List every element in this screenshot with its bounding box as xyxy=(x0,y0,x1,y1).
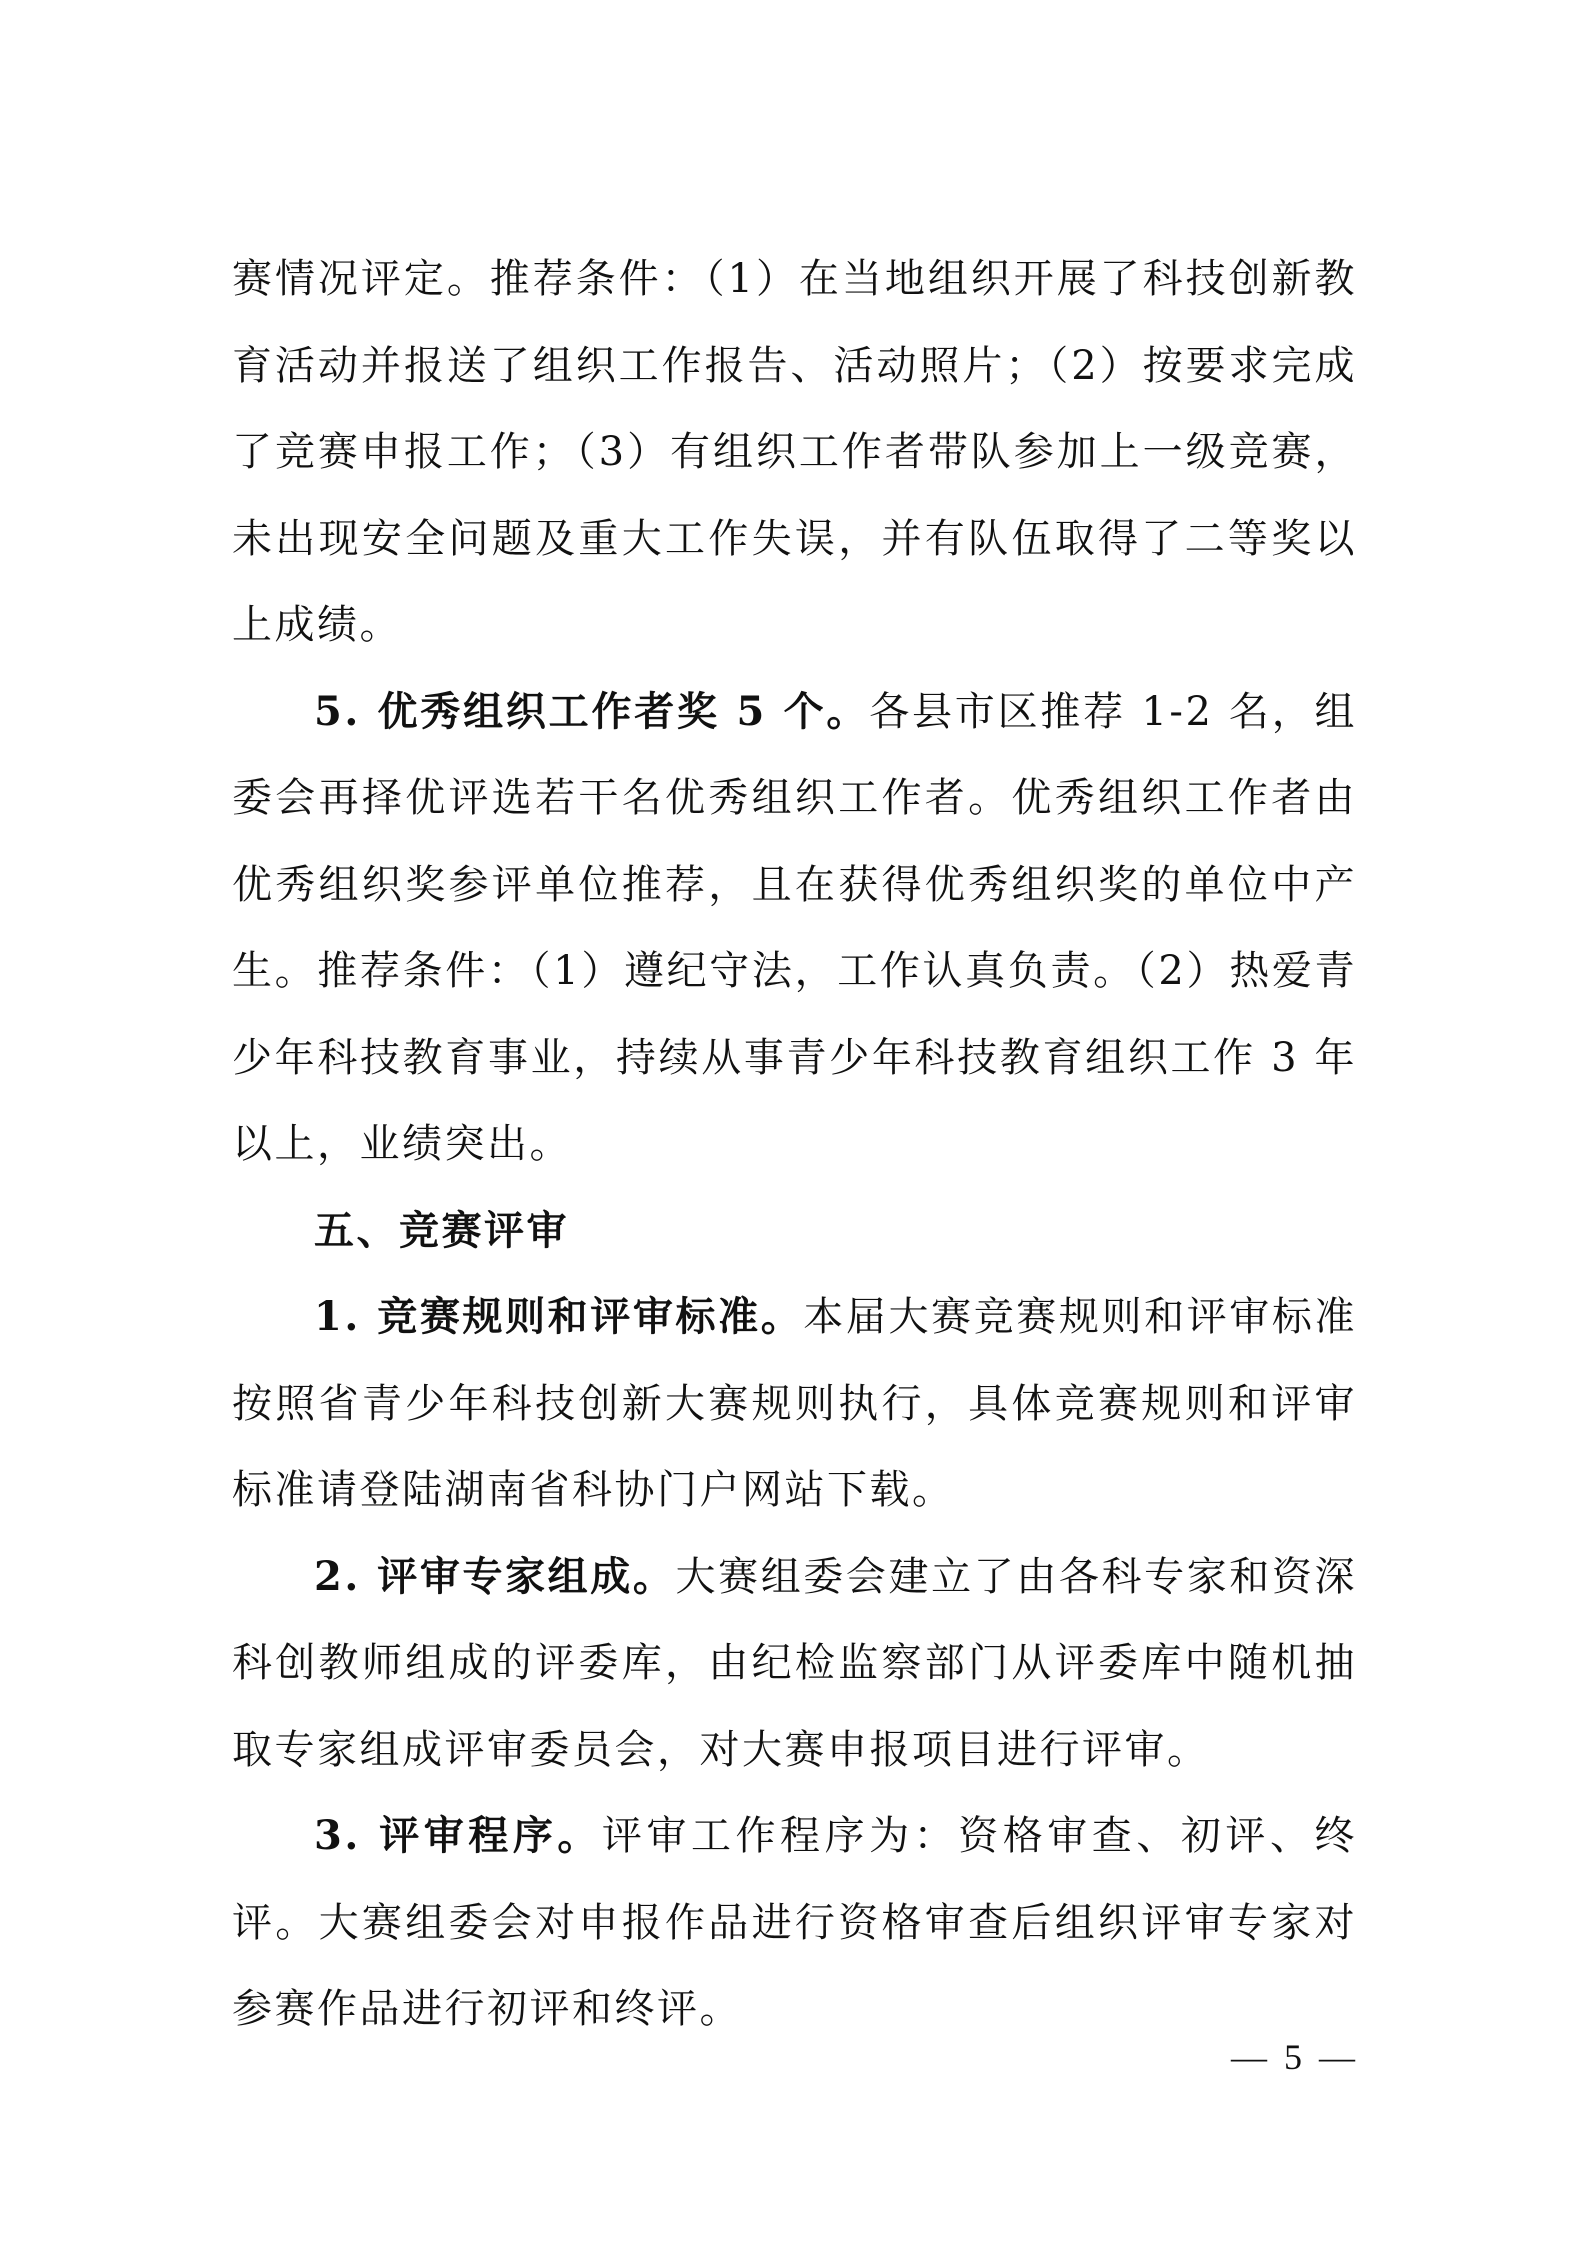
paragraph-text: 赛情况评定。推荐条件：（1）在当地组织开展了科技创新教育活动并报送了组织工作报告、活动照片；（2）按要求完成了竞赛申报工作；（3）有组织工作者带队参加上一级竞赛，未出现安全问题及重大工作失误，并有队伍取得了二等奖以上成绩。 xyxy=(232,256,1357,648)
paragraph-text: 本届大赛竞赛规则和评审标准按照省青少年科技创新大赛规则执行，具体竞赛规则和评审标准请登陆湖南省科协门户网站下载。 xyxy=(232,1294,1358,1513)
document-body xyxy=(232,236,1357,2053)
paragraph-text: 各县市区推荐 1-2 名，组委会再择优评选若干名优秀组织工作者。优秀组织工作者由优秀组织奖参评单位推荐，且在获得优秀组织奖的单位中产生。推荐条件：（1）遵纪守法，工作认真负责。（2）热爱青少年科技教育事业，持续从事青少年科技教育组织工作 3 年以上，业绩突出。 xyxy=(232,688,1357,1167)
paragraph-lead: 5. 优秀组织工作者奖 5 个。 xyxy=(314,687,870,735)
paragraph-continuation xyxy=(232,236,1357,669)
paragraph-lead: 3. 评审程序。 xyxy=(314,1812,602,1859)
paragraph-rules xyxy=(232,1274,1357,1534)
paragraph-experts xyxy=(232,1534,1357,1794)
paragraph-lead: 1. 竞赛规则和评审标准。 xyxy=(314,1293,804,1340)
paragraph-text: 评审工作程序为：资格审查、初评、终评。大赛组委会对申报作品进行资格审查后组织评审专家对参赛作品进行初评和终评。 xyxy=(232,1813,1357,2032)
paragraph-lead: 2. 评审专家组成。 xyxy=(314,1552,676,1600)
page-number: — 5 — xyxy=(1231,2037,1359,2077)
paragraph-text: 大赛组委会建立了由各科专家和资深科创教师组成的评委库，由纪检监察部门从评委库中随机抽取专家组成评审委员会，对大赛申报项目进行评审。 xyxy=(232,1553,1358,1773)
paragraph-procedure xyxy=(232,1793,1357,2053)
section-heading: 五、竞赛评审 xyxy=(314,1207,569,1254)
paragraph-organizer-award xyxy=(232,669,1357,1188)
